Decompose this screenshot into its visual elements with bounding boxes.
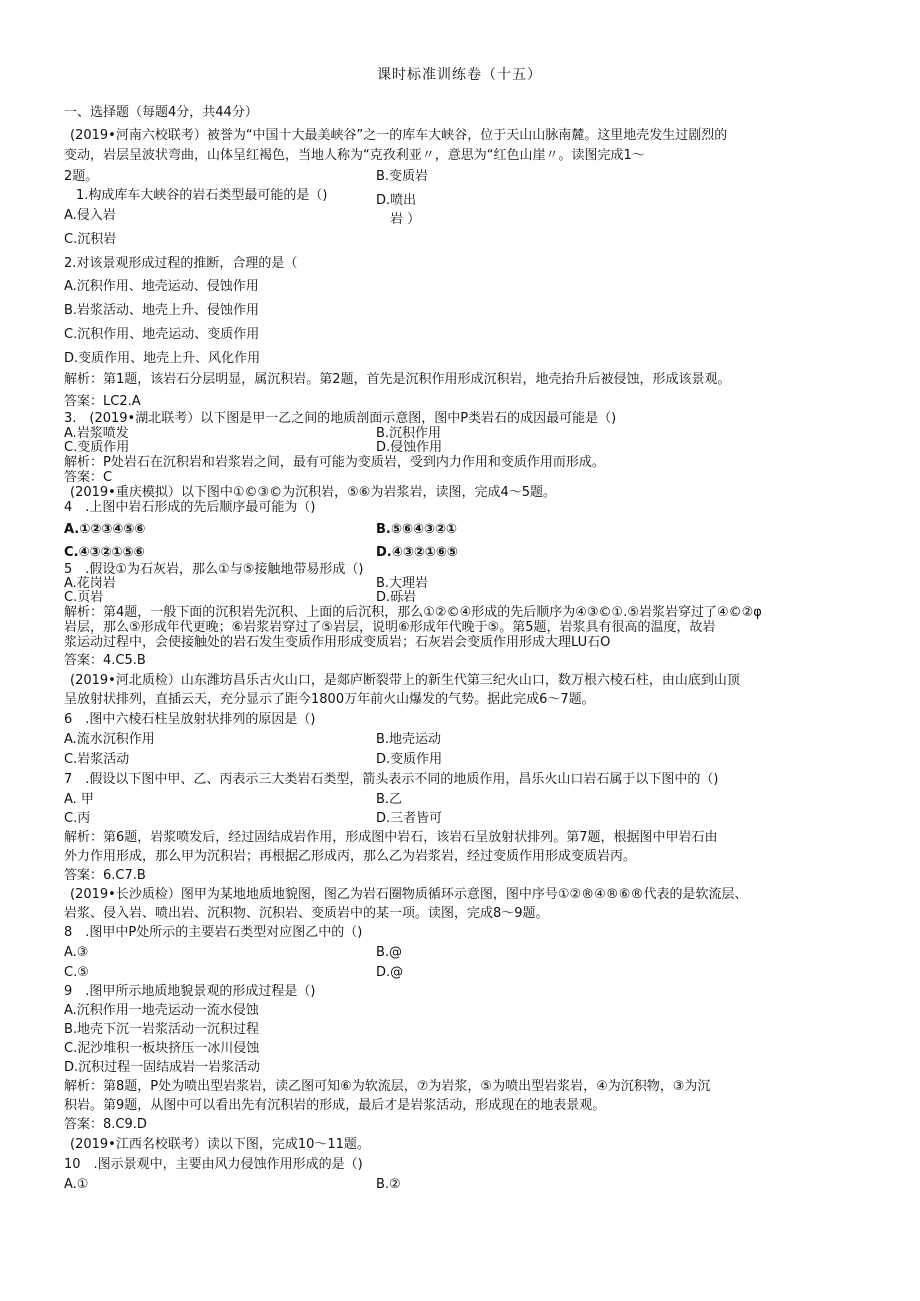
q10-option-b: B.② — [376, 1177, 401, 1192]
intro-q1-2-end: 2题。 — [64, 169, 99, 184]
q7-option-b: B.乙 — [376, 792, 403, 807]
analysis-q6-7-cont: 外力作用形成，那么甲为沉积岩；再根据乙形成丙，那么乙为岩浆岩，经过变质作用形成变质岩丙。 — [64, 849, 637, 864]
q8-option-a: A.③ — [64, 945, 89, 960]
q1-option-d: D.喷出 — [376, 193, 417, 208]
q6-option-a: A.流水沉积作用 — [64, 732, 155, 747]
q9-option-a: A.沉积作用一地壳运动一流水侵蚀 — [64, 1003, 259, 1018]
intro-q8-9-cont: 岩浆、侵入岩、喷出岩、沉积物、沉积岩、变质岩中的某一项。读图，完成8〜9题。 — [64, 906, 549, 921]
q2-option-b: B.岩浆活动、地壳上升、侵蚀作用 — [64, 303, 260, 318]
question-2: 2.对该景观形成过程的推断，合理的是（ — [64, 256, 298, 271]
analysis-q8-9-cont: 积岩。第9题，从图中可以看出先有沉积岩的形成，最后才是岩浆活动，形成现在的地表景观。 — [64, 1098, 606, 1113]
analysis-q8-9: 解析：第8题，P处为喷出型岩浆岩，读乙图可知⑥为软流层，⑦为岩浆，⑤为喷出型岩浆岩，④为沉积物，③为沉 — [64, 1079, 711, 1094]
question-3: 3. (2019•湖北联考）以下图是甲一乙之间的地质剖面示意图，图中P类岩石的成因最可能是（) — [64, 411, 617, 426]
q6-option-d: D.变质作用 — [376, 752, 443, 767]
question-8: 8 .图甲中P处所示的主要岩石类型对应图乙中的（) — [64, 925, 363, 940]
intro-q4-5: (2019•重庆模拟）以下图中①©③©为沉积岩，⑤⑥为岩浆岩，读图，完成4〜5题。 — [70, 485, 556, 500]
q8-option-c: C.⑤ — [64, 965, 89, 980]
q7-option-a: A. 甲 — [64, 792, 94, 807]
q1-option-c: C.沉积岩 — [64, 232, 117, 247]
q4-option-a: A.①②③④⑤⑥ — [64, 522, 146, 537]
q2-option-d: D.变质作用、地壳上升、风化作用 — [64, 351, 261, 366]
q4-option-d: D.④③②①⑥⑤ — [376, 545, 458, 560]
q4-option-c: C.④③②①⑤⑥ — [64, 545, 145, 560]
question-4: 4 .上图中岩石形成的先后顺序最可能为（) — [64, 500, 316, 515]
q1-option-d-cont: 岩 ） — [390, 212, 421, 227]
q6-option-b: B.地壳运动 — [376, 732, 442, 747]
question-10: 10 .图示景观中，主要由风力侵蚀作用形成的是（) — [64, 1157, 363, 1172]
answer-q8-9: 答案：8.C9.D — [64, 1117, 147, 1132]
q9-option-c: C.泥沙堆积一板块挤压一冰川侵蚀 — [64, 1041, 260, 1056]
answer-q3: 答案：C — [64, 470, 113, 485]
q2-option-a: A.沉积作用、地壳运动、侵蚀作用 — [64, 279, 259, 294]
analysis-q4-5-cont2: 浆运动过程中，会使接触处的岩石发生变质作用形成变质岩；石灰岩会变质作用形成大理LU石O — [64, 635, 611, 650]
intro-q1-2-cont: 变动，岩层呈波状弯曲，山体呈红褐色，当地人称为“克孜利亚〃，意思为“红色山崖〃。读图完成1〜 — [64, 148, 645, 163]
answer-q4-5: 答案：4.C5.B — [64, 653, 146, 668]
q5-option-d: D.砾岩 — [376, 590, 417, 605]
q5-option-b: B.大理岩 — [376, 576, 429, 591]
q7-option-d: D.三者皆可 — [376, 811, 443, 826]
q3-option-d: D.侵蚀作用 — [376, 440, 443, 455]
answer-q6-7: 答案：6.C7.B — [64, 868, 146, 883]
page-title: 课时标准训练卷（十五） — [377, 67, 542, 83]
intro-q8-9: (2019•长沙质检）图甲为某地地质地貌图，图乙为岩石圈物质循环示意图，图中序号①②®④®⑥®代表的是软流层、 — [70, 887, 748, 902]
intro-q6-7: (2019•河北质检）山东潍坊昌乐古火山口，是郯庐断裂带上的新生代第三纪火山口，数万根六棱石柱，由山底到山顶 — [70, 673, 740, 688]
intro-q1-2: (2019•河南六校联考）被誉为“中国十大最美峡谷”之一的库车大峡谷，位于天山山脉南麓。这里地壳发生过剧烈的 — [70, 128, 728, 143]
intro-q10-11: (2019•江西名校联考）读以下图，完成10〜11题。 — [70, 1137, 370, 1152]
q1-option-a: A.侵入岩 — [64, 208, 116, 223]
question-5: 5 .假设①为石灰岩，那么①与⑤接触地带易形成（) — [64, 562, 364, 577]
analysis-q4-5-cont1: 岩层，那么⑤形成年代更晚；⑥岩浆岩穿过了⑤岩层，说明⑥形成年代晚于⑤。第5题，岩浆具有很高的温度，故岩 — [64, 620, 716, 635]
q5-option-a: A.花岗岩 — [64, 576, 116, 591]
question-6: 6 .图中六棱石柱呈放射状排列的原因是（) — [64, 712, 316, 727]
q10-option-a: A.① — [64, 1177, 89, 1192]
q5-option-c: C.页岩 — [64, 590, 104, 605]
q8-option-d: D.@ — [376, 965, 404, 980]
q6-option-c: C.岩浆活动 — [64, 752, 130, 767]
analysis-q3: 解析：P处岩石在沉积岩和岩浆岩之间，最有可能为变质岩，受到内力作用和变质作用而形成。 — [64, 455, 605, 470]
q9-option-d: D.沉积过程一固结成岩一岩浆活动 — [64, 1060, 261, 1075]
q7-option-c: C.丙 — [64, 811, 91, 826]
q8-option-b: B.@ — [376, 945, 403, 960]
q3-option-a: A.岩浆喷发 — [64, 426, 129, 441]
analysis-q6-7: 解析：第6题，岩浆喷发后，经过固结成岩作用，形成图中岩石，该岩石呈放射状排列。第7题，根据图中甲岩石由 — [64, 830, 718, 845]
q4-option-b: B.⑤⑥④③②① — [376, 522, 457, 537]
intro-q6-7-cont: 呈放射状排列，直插云天，充分显示了距今1800万年前火山爆发的气势。据此完成6〜7题。 — [64, 692, 595, 707]
question-7: 7 .假设以下图中甲、乙、丙表示三大类岩石类型，箭头表示不同的地质作用，昌乐火山口岩石属于以下图中的（) — [64, 772, 719, 787]
section-heading: 一、选择题（每题4分，共44分） — [64, 105, 258, 120]
question-1: 1.构成库车大峡谷的岩石类型最可能的是（) — [76, 188, 328, 203]
q3-option-c: C.变质作用 — [64, 440, 130, 455]
q3-option-b: B.沉积作用 — [376, 426, 442, 441]
answer-q1-2: 答案：LC2.A — [64, 394, 141, 409]
q2-option-c: C.沉积作用、地壳运动、变质作用 — [64, 327, 260, 342]
analysis-q1-2: 解析：第1题，该岩石分层明显，属沉积岩。第2题，首先是沉积作用形成沉积岩，地壳抬升后被侵蚀，形成该景观。 — [64, 372, 731, 387]
q1-option-b: B.变质岩 — [376, 169, 429, 184]
question-9: 9 .图甲所示地质地貌景观的形成过程是（) — [64, 984, 316, 999]
q9-option-b: B.地壳下沉一岩浆活动一沉积过程 — [64, 1022, 260, 1037]
analysis-q4-5: 解析：第4题，一般下面的沉积岩先沉积、上面的后沉积，那么①②©④形成的先后顺序为④③©①.⑤岩浆岩穿过了④©②φ — [64, 605, 762, 620]
